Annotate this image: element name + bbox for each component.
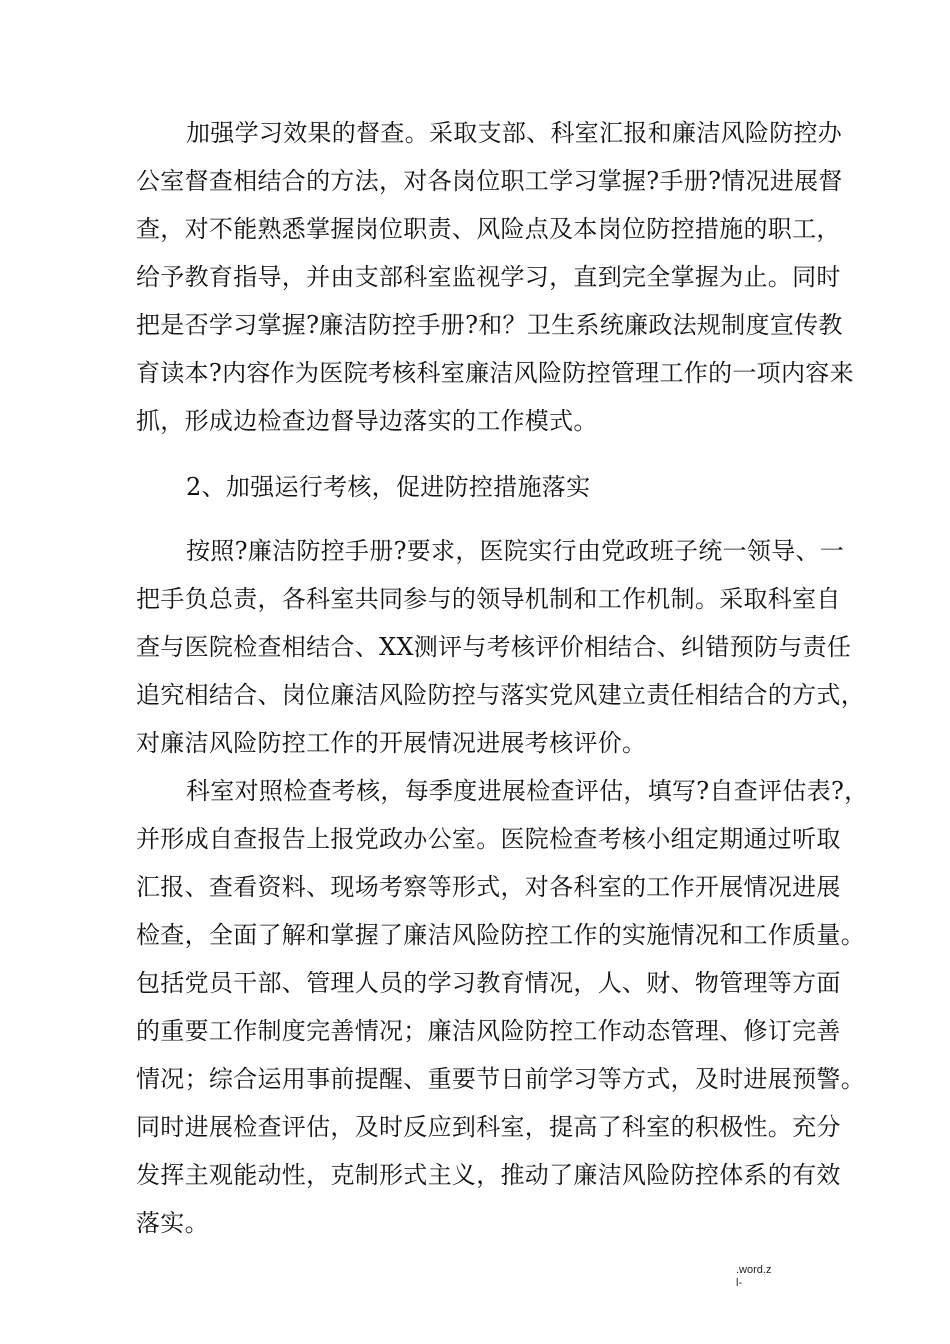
paragraph-line: 科室对照检查考核，每季度进展检查评估，填写?自查评估表?， bbox=[186, 777, 869, 805]
section-heading: 2、加强运行考核，促进防控措施落实 bbox=[186, 473, 591, 501]
paragraph-line: 的重要工作制度完善情况；廉洁风险防控工作动态管理、修订完善 bbox=[136, 1017, 841, 1045]
paragraph-line: 抓，形成边检查边督导边落实的工作模式。 bbox=[136, 407, 598, 435]
paragraph-line: 公室督查相结合的方法，对各岗位职工学习掌握?手册?情况进展督 bbox=[136, 167, 843, 195]
paragraph-line: 情况；综合运用事前提醒、重要节日前学习等方式，及时进展预警。 bbox=[136, 1065, 865, 1093]
paragraph-line: 查，对不能熟悉掌握岗位职责、风险点及本岗位防控措施的职工， bbox=[136, 215, 841, 243]
paragraph-line: 把手负总责，各科室共同参与的领导机制和工作机制。采取科室自 bbox=[136, 585, 841, 613]
paragraph-line: 发挥主观能动性，克制形式主义，推动了廉洁风险防控体系的有效 bbox=[136, 1161, 841, 1189]
paragraph-line: 加强学习效果的督查。采取支部、科室汇报和廉洁风险防控办 bbox=[186, 119, 843, 147]
paragraph-line: 汇报、查看资料、现场考察等形式，对各科室的工作开展情况进展 bbox=[136, 873, 841, 901]
paragraph-line: 包括党员干部、管理人员的学习教育情况，人、财、物管理等方面 bbox=[136, 969, 841, 997]
paragraph-line: 并形成自查报告上报党政办公室。医院检查考核小组定期通过听取 bbox=[136, 825, 841, 853]
paragraph-line: 给予教育指导，并由支部科室监视学习，直到完全掌握为止。同时 bbox=[136, 263, 841, 291]
paragraph-line: 按照?廉洁防控手册?要求，医院实行由党政班子统一领导、一 bbox=[186, 537, 845, 565]
footer-text: .word.z bbox=[736, 1264, 772, 1276]
paragraph-line: 对廉洁风险防控工作的开展情况进展考核评价。 bbox=[136, 729, 647, 757]
paragraph-line: 检查，全面了解和掌握了廉洁风险防控工作的实施情况和工作质量。 bbox=[136, 921, 865, 949]
paragraph-line: 追究相结合、岗位廉洁风险防控与落实党风建立责任相结合的方式， bbox=[136, 681, 865, 709]
footer-text: l- bbox=[736, 1277, 743, 1289]
paragraph-line: 育读本?内容作为医院考核科室廉洁风险防控管理工作的一项内容来 bbox=[136, 359, 854, 387]
paragraph-line: 同时进展检查评估，及时反应到科室，提高了科室的积极性。充分 bbox=[136, 1113, 841, 1141]
paragraph-line: 查与医院检查相结合、XX测评与考核评价相结合、纠错预防与责任 bbox=[136, 633, 852, 661]
paragraph-line: 落实。 bbox=[136, 1209, 209, 1237]
paragraph-line: 把是否学习掌握?廉洁防控手册?和？卫生系统廉政法规制度宣传教 bbox=[136, 311, 843, 339]
